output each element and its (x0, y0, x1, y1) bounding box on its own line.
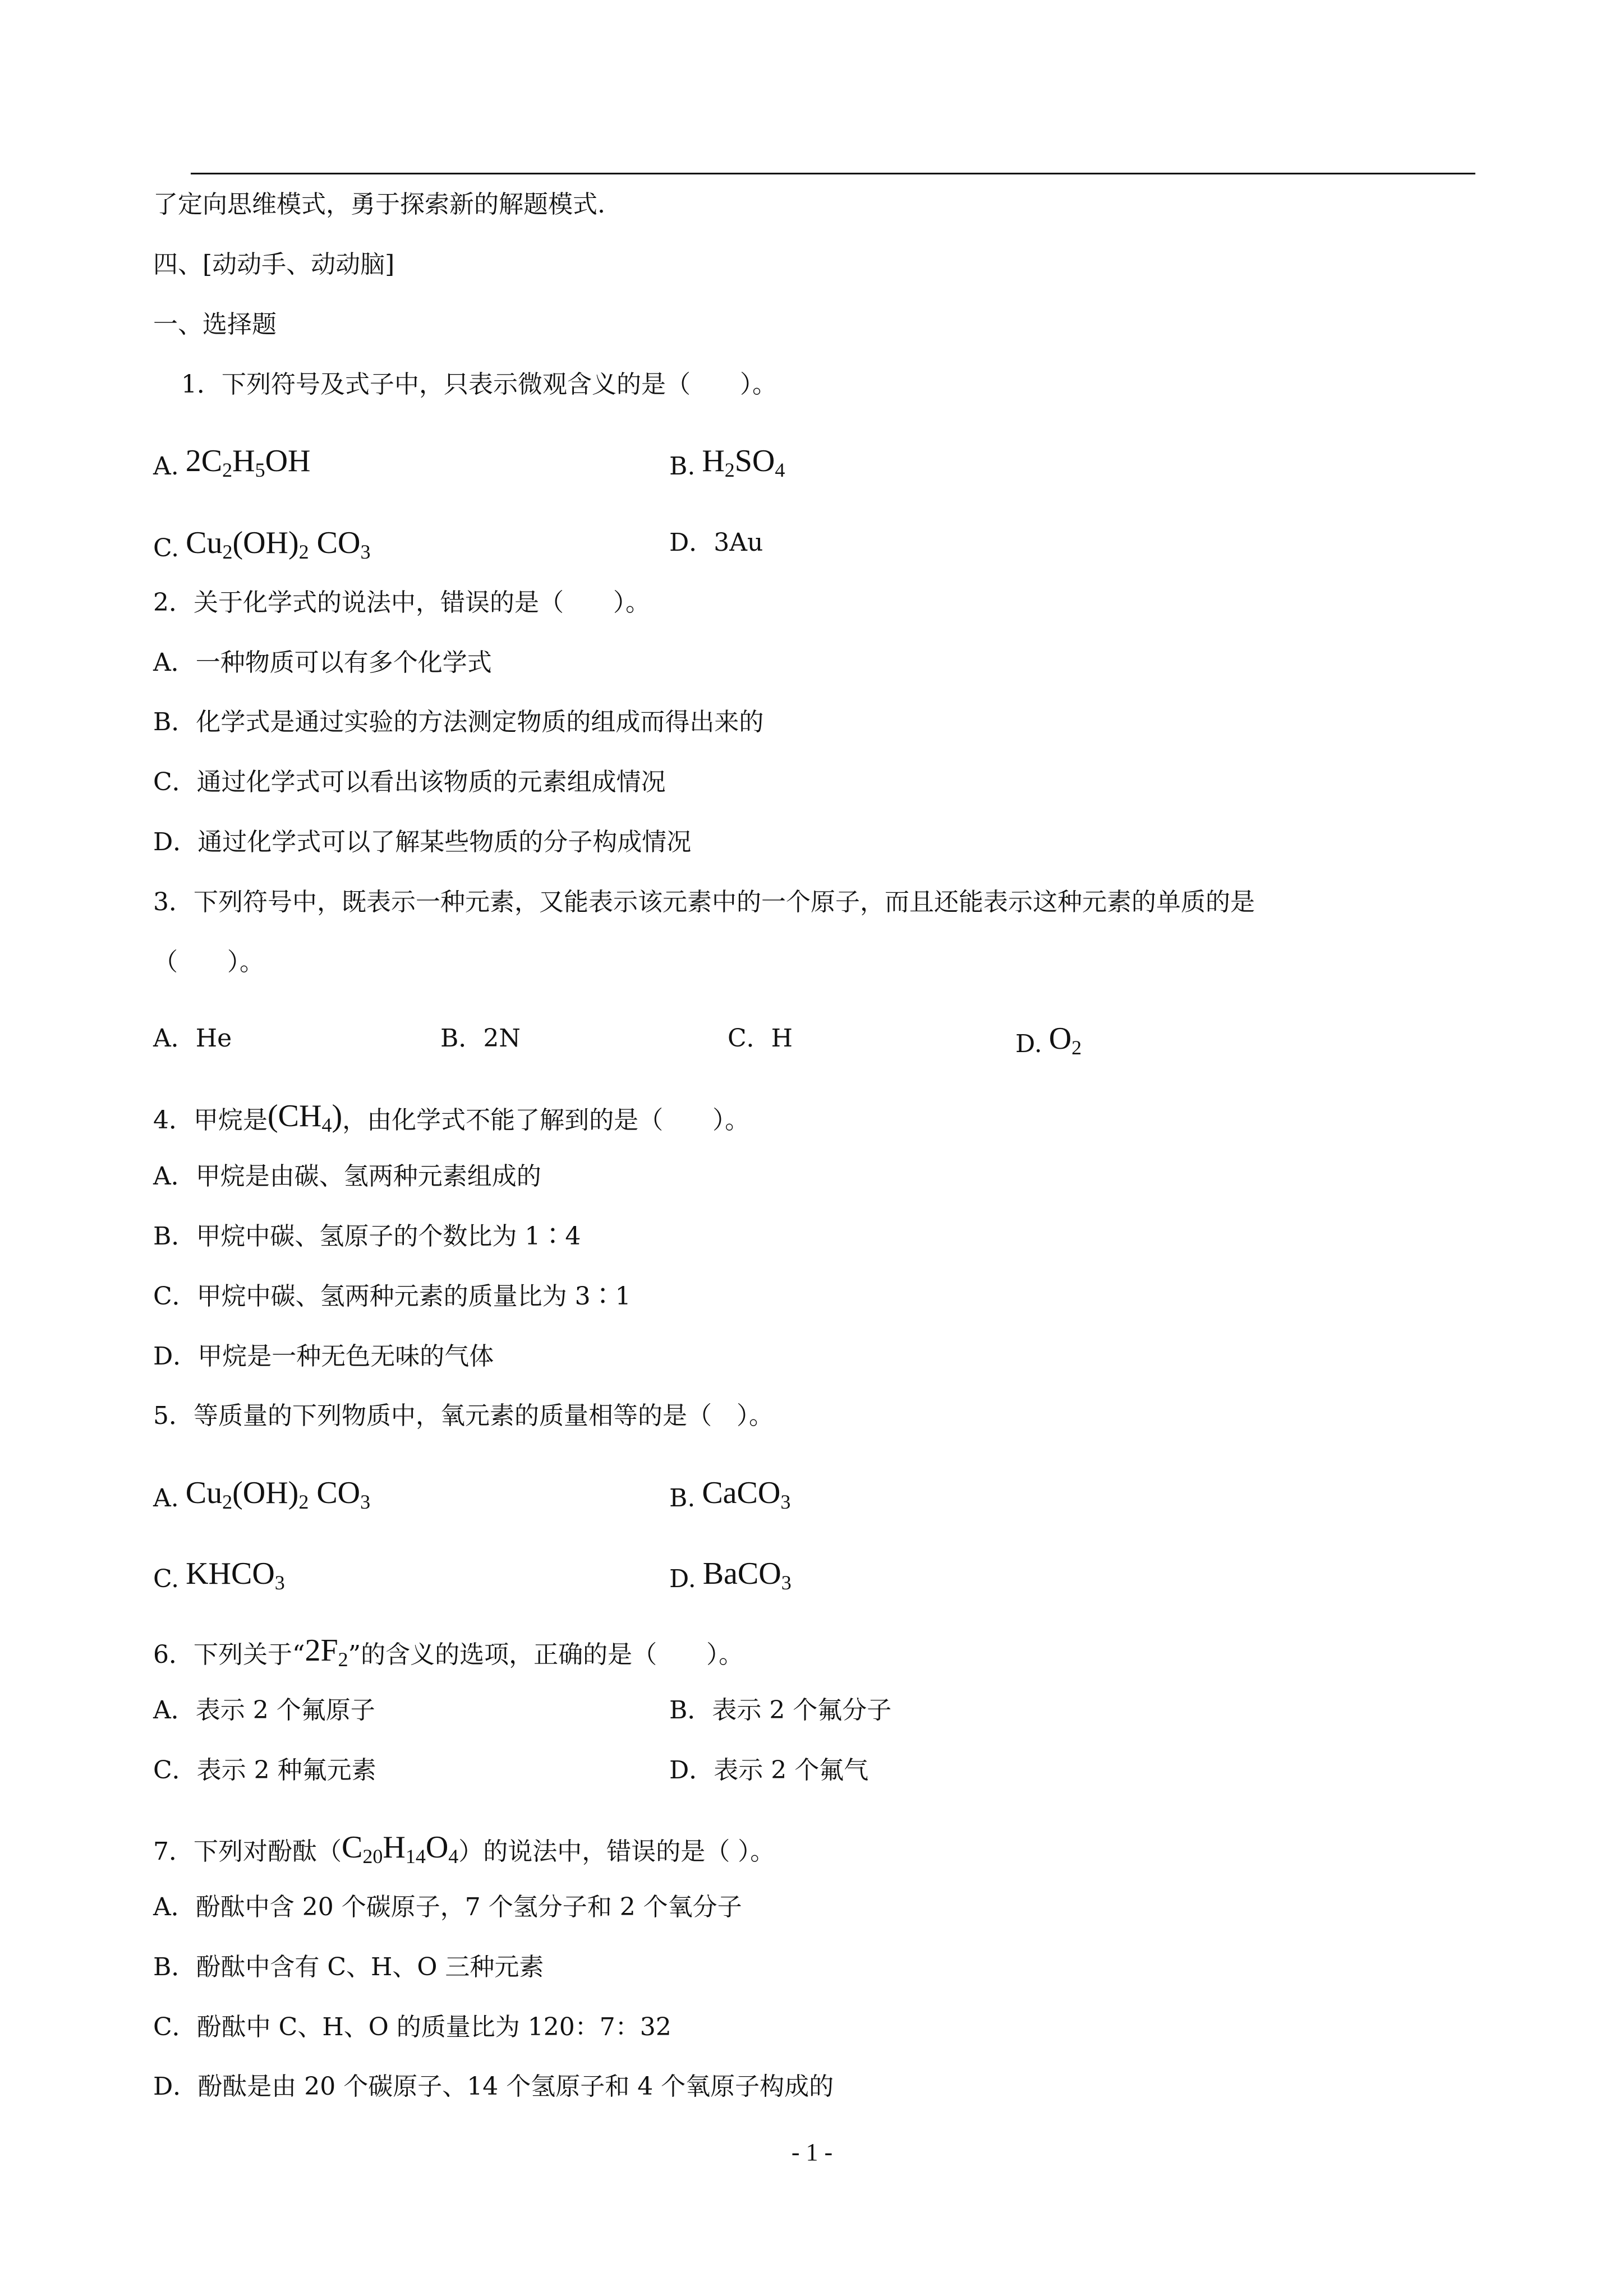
formula: $H_2SO_4$ (702, 444, 785, 481)
formula: $C_{20}H_{14}O_4$ (342, 1830, 459, 1868)
q4-stem: 4．甲烷是$(CH_4)$，由化学式不能了解到的是（ ）。 (153, 1099, 750, 1136)
header-rule (191, 173, 1475, 174)
q6-option-d: D．表示 2 个氟气 (669, 1756, 869, 1785)
q1-option-d: D．3Au (669, 528, 763, 557)
q4-option-b: B．甲烷中碳、氢原子的个数比为 1∶4 (153, 1222, 581, 1251)
q7-option-b: B．酚酞中含有 C、H、O 三种元素 (153, 1953, 544, 1981)
q5-stem: 5．等质量的下列物质中，氧元素的质量相等的是（ ）。 (153, 1401, 774, 1430)
q3-option-a: A．He (153, 1024, 232, 1053)
q3-option-d: D. $O_2$ (1015, 1021, 1082, 1059)
formula: $O_2$ (1048, 1021, 1082, 1059)
q1-stem: 1．下列符号及式子中，只表示微观含义的是（ ）。 (181, 370, 777, 399)
q3-stem-cont: （ ）。 (153, 948, 264, 976)
formula: $2C_2H_5OH$ (185, 444, 311, 481)
formula: $(CH_4)$ (268, 1099, 343, 1136)
q6-stem: 6．下列关于“$2F_2$”的含义的选项，正确的是（ ）。 (153, 1633, 744, 1671)
formula: $2F_2$ (305, 1633, 348, 1671)
q5-option-a: A. $Cu_2(OH)_2$ $CO_3$ (153, 1476, 371, 1513)
q4-option-c: C．甲烷中碳、氢两种元素的质量比为 3∶1 (153, 1282, 631, 1311)
q2-option-b: B．化学式是通过实验的方法测定物质的组成而得出来的 (153, 708, 764, 736)
q3-stem: 3．下列符号中，既表示一种元素，又能表示该元素中的一个原子，而且还能表示这种元素的单质的是 (153, 888, 1255, 916)
q1-option-c: C. $Cu_2(OH)_2$ $CO_3$ (153, 525, 371, 563)
q7-option-c: C．酚酞中 C、H、O 的质量比为 120：7：32 (153, 2013, 671, 2041)
q3-option-c: C．H (728, 1024, 793, 1053)
formula: $KHCO_3$ (186, 1556, 285, 1594)
q2-option-a: A．一种物质可以有多个化学式 (153, 648, 492, 677)
q7-stem: 7．下列对酚酞$(C_{20}H_{14}O_4)$的说法中，错误的是（ ）。 (153, 1830, 775, 1868)
q5-option-d: D. BaCO$_3$ (669, 1556, 792, 1594)
formula: $Cu_2(OH)_2$ $CO_3$ (185, 1476, 371, 1513)
q4-option-a: A．甲烷是由碳、氢两种元素组成的 (153, 1162, 541, 1191)
q5-option-c: C. $KHCO_3$ (153, 1556, 285, 1594)
formula: CaCO$_3$ (702, 1476, 791, 1513)
formula: BaCO$_3$ (702, 1556, 792, 1594)
q5-option-b: B. CaCO$_3$ (669, 1476, 791, 1513)
q6-option-c: C．表示 2 种氟元素 (153, 1756, 376, 1785)
q2-option-d: D．通过化学式可以了解某些物质的分子构成情况 (153, 828, 692, 856)
section-heading-4: 四、[动动手、动动脑] (153, 250, 395, 279)
intro-tail: 了定向思维模式，勇于探索新的解题模式. (153, 190, 605, 219)
q6-option-b: B．表示 2 个氟分子 (669, 1696, 892, 1725)
page-number: - 1 - (791, 2138, 833, 2166)
q1-option-a: A. $2C_2H_5OH$ (153, 444, 311, 481)
q2-option-c: C．通过化学式可以看出该物质的元素组成情况 (153, 768, 666, 796)
formula: $Cu_2(OH)_2$ $CO_3$ (186, 525, 371, 563)
q7-option-d: D．酚酞是由 20 个碳原子、14 个氢原子和 4 个氧原子构成的 (153, 2072, 834, 2101)
q7-option-a: A．酚酞中含 20 个碳原子，7 个氢分子和 2 个氧分子 (153, 1893, 742, 1921)
q1-option-b: B. $H_2SO_4$ (669, 444, 785, 481)
q3-option-b: B．2N (440, 1024, 521, 1053)
q4-option-d: D．甲烷是一种无色无味的气体 (153, 1342, 494, 1371)
section-heading-choice: 一、选择题 (153, 310, 277, 339)
q2-stem: 2．关于化学式的说法中，错误的是（ ）。 (153, 588, 650, 617)
q6-option-a: A．表示 2 个氟原子 (153, 1696, 375, 1725)
